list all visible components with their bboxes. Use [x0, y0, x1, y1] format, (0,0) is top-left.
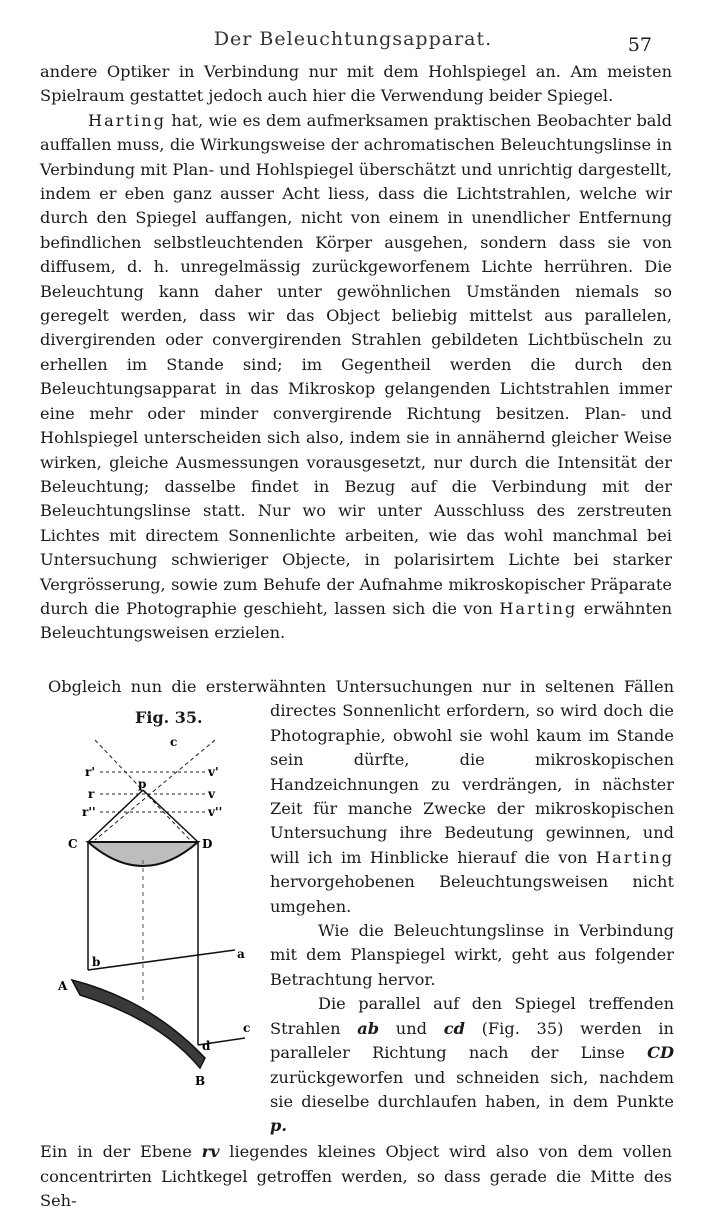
label-c-top: c	[170, 735, 178, 749]
label-r1: r'	[85, 765, 95, 779]
label-r2: r''	[82, 805, 96, 819]
label-B: B	[195, 1074, 206, 1088]
figure-diagram	[40, 700, 265, 1100]
label-c: C	[68, 837, 78, 851]
running-title: Der Beleuchtungsapparat.	[213, 28, 493, 50]
incoming-ray-ab	[88, 950, 235, 970]
paragraph-1: andere Optiker in Verbindung nur mit dem Hohlspiegel an. Am meisten Spielraum gestattet jedoch auch hier die Verwendung beider Spiegel.	[40, 62, 672, 106]
author-name: Harting	[596, 847, 674, 867]
ray-upper-right	[95, 740, 215, 840]
paragraph-4: Wie die Beleuchtungslinse in Verbindung mit dem Planspiegel wirkt, geht aus folgender Betrachtung hervor.	[270, 921, 674, 989]
author-name: Harting	[88, 110, 166, 130]
label-b: b	[92, 955, 101, 969]
label-c-right: c	[243, 1021, 251, 1035]
paragraph-2: Harting hat, wie es dem aufmerksamen praktischen Beobachter bald auffallen muss, die Wirkungsweise der achromatischen Beleuchtungslinse in Verbindung mit Plan- und Hohlspiegel überschätzt und unrichtig dargestellt, indem er eben ganz ausser Acht liess, dass die Lichtstrahlen, welche wir durch den Spiegel auffangen, nicht von einem in unendlicher Entfernung befindlichen selbstleuchtenden Körper ausgehen, sondern dass sie von diffusem, d. h. unregelmässig zurückgeworfenem Lichte herrühren. Die Beleuchtung kann daher unter gewöhnlichen Umständen niemals so geregelt werden, dass wir das Object beliebig mittelst aus parallelen, divergirenden oder convergirenden Strahlen gebildeten Lichtbüscheln zu erhellen im Stande sind; im Gegentheil werden die durch den Beleuchtungsapparat in das Mikroskop gelangenden Lichtstrahlen immer eine mehr oder minder convergirende Richtung besitzen. Plan- und Hohlspiegel unterscheiden sich also, indem sie in annähernd gleicher Weise wirken, gleiche Ausmessungen vorausgesetzt, nur durch die Intensität der Beleuchtung; dasselbe findet in Bezug auf die Verbindung mit der Beleuchtungslinse statt. Nur wo wir unter Ausschluss des zerstreuten Lichtes mit directem Sonnenlichte arbeiten, wie das wohl manchmal bei Untersuchung schwieriger Objecte, in polarisirtem Lichte bei starker Vergrösserung, sowie zum Behufe der Aufnahme mikroskopischer Präparate durch die Photographie geschieht, lassen sich die von Harting erwähnten Beleuchtungsweisen erzielen.	[40, 110, 672, 643]
main-text	[40, 60, 672, 646]
label-p: p	[138, 777, 147, 791]
figure-caption: Fig. 35.	[135, 708, 203, 727]
label-d: D	[202, 837, 213, 851]
mirror-ab	[72, 980, 205, 1068]
paragraph-5-end: Ein in der Ebene rv liegendes kleines Object wird also von dem vollen concentrirten Lichtkegel getroffen werden, so dass gerade die Mitte des Seh-	[40, 1142, 672, 1210]
label-A: A	[58, 979, 68, 993]
label-v1: v'	[208, 765, 219, 779]
label-d-lower: d	[202, 1039, 211, 1053]
paragraph-5-start: Die parallel auf den Spiegel treffenden Strahlen ab und cd (Fig. 35) werden in paralleler Richtung nach der Linse CD zurückgeworfen und schneiden sich, nachdem sie dieselbe durchlaufen haben, in dem Punkte p.	[270, 994, 674, 1136]
page-header	[40, 28, 666, 56]
ray-left-to-focus	[88, 790, 143, 842]
author-name: Harting	[499, 598, 578, 618]
wrapped-text	[48, 675, 674, 1139]
ray-right-to-focus	[143, 790, 198, 842]
page-number: 57	[627, 34, 652, 56]
figure-35	[40, 700, 265, 1100]
paragraph-3: Obgleich nun die ersterwähnten Untersuchungen nur in seltenen Fällen directes Sonnenlicht erfordern, so wird doch die Photographie, obwohl sie wohl kaum im Stande sein dürfte, die mikroskopischen Handzeichnungen zu verdrängen, in nächster Zeit für manche Zwecke der mikroskopischen Untersuchung ihre Bedeutung gewinnen, und will ich im Hinblicke hierauf die von Harting hervorgehobenen Beleuchtungsweisen nicht umgehen.	[48, 677, 674, 916]
label-r: r	[88, 787, 95, 801]
label-v: v	[208, 787, 215, 801]
label-v2: v''	[208, 805, 223, 819]
bottom-text	[40, 1124, 672, 1230]
label-a: a	[237, 947, 245, 961]
